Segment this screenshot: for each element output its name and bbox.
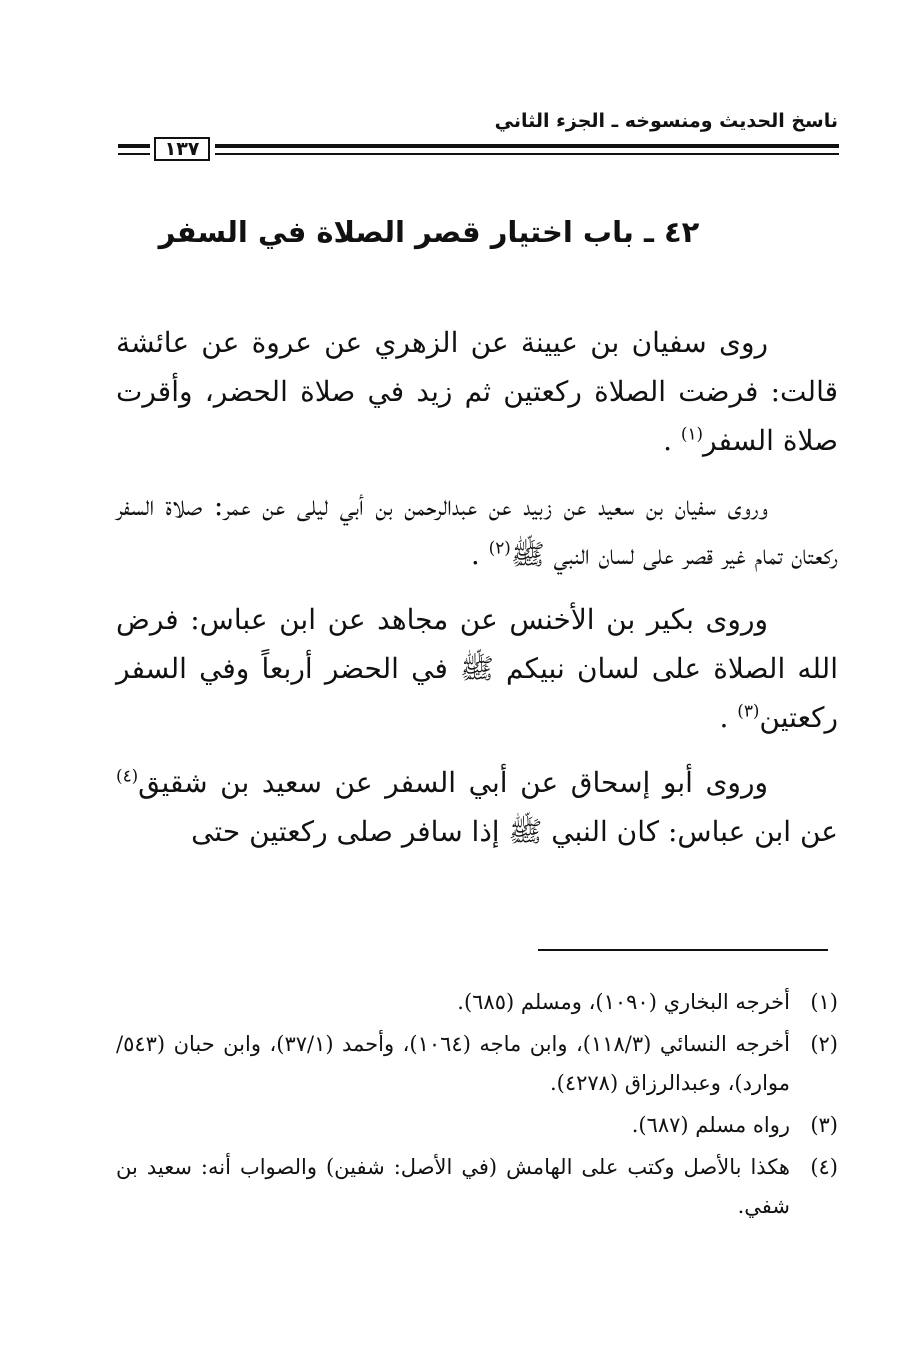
footnote: [116, 1106, 838, 1145]
footnote-text: رواه مسلم (٦٨٧).: [631, 1113, 790, 1137]
footnotes: [116, 983, 838, 1229]
paragraph: [116, 481, 838, 579]
header-rule-thin: [215, 153, 839, 155]
paragraph-text: وروى أبو إسحاق عن أبي السفر عن سعيد بن شقيق: [138, 766, 768, 799]
footnote-text: أخرجه البخاري (١٠٩٠)، ومسلم (٦٨٥).: [457, 990, 790, 1014]
footnote-ref: (٢): [488, 537, 511, 558]
page-number-box: ١٣٧: [154, 137, 210, 161]
footnote-text: أخرجه النسائي (١١٨/٣)، وابن ماجه (١٠٦٤)، وأحمد (٣٧/١)، وابن حبان (٥٤٣/ موارد)، وعبدالرزاق (٤٢٧٨).: [116, 1032, 790, 1095]
footnote: [116, 1025, 838, 1103]
header-rule-left-thin: [118, 153, 150, 155]
footnote-ref: (١): [680, 423, 704, 444]
paragraph: [116, 758, 838, 856]
paragraph: [116, 595, 838, 742]
footnote-number: (٣): [810, 1113, 838, 1137]
footnote-number: (٢): [810, 1032, 838, 1056]
header-rule-thick: [215, 144, 839, 148]
paragraph-end: .: [663, 424, 672, 457]
chapter-title: ٤٢ ـ باب اختيار قصر الصلاة في السفر: [158, 215, 700, 249]
footnote-ref: (٣): [737, 700, 760, 721]
running-header-title: ناسخ الحديث ومنسوخه ـ الجزء الثاني: [494, 110, 838, 132]
paragraph: [116, 318, 838, 465]
header-rule-left-thick: [118, 144, 150, 148]
footnote-number: (١): [810, 990, 838, 1014]
paragraph-end: .: [470, 538, 480, 571]
paragraph-text: روى سفيان بن عيينة عن الزهري عن عروة عن عائشة قالت: فرضت الصلاة ركعتين ثم زيد في صلاة الحضر، وأقرت صلاة السفر: [116, 326, 838, 457]
main-text: [116, 318, 838, 872]
footnote: [116, 1148, 838, 1226]
footnote-ref: (٤): [116, 765, 139, 786]
footnote-number: (٤): [810, 1155, 838, 1179]
paragraph-end: .: [719, 701, 729, 734]
footnote: [116, 983, 838, 1022]
paragraph-continuation: عن ابن عباس: كان النبي ﷺ إذا سافر صلى ركعتين حتى: [191, 815, 838, 848]
paragraph-text: وروى سفيان بن سعيد عن زبيد عن عبدالرحمن بن أبي ليلى عن عمر: صلاة السفر ركعتان تمام غير قصر على لسان النبي ﷺ: [116, 489, 838, 571]
footnote-separator: [538, 949, 828, 951]
footnote-text: هكذا بالأصل وكتب على الهامش (في الأصل: شفين) والصواب أنه: سعيد بن شفي.: [116, 1155, 790, 1218]
paragraph-text: وروى بكير بن الأخنس عن مجاهد عن ابن عباس: فرض الله الصلاة على لسان نبيكم ﷺ في الحضر أربعاً وفي السفر ركعتين: [116, 603, 838, 734]
